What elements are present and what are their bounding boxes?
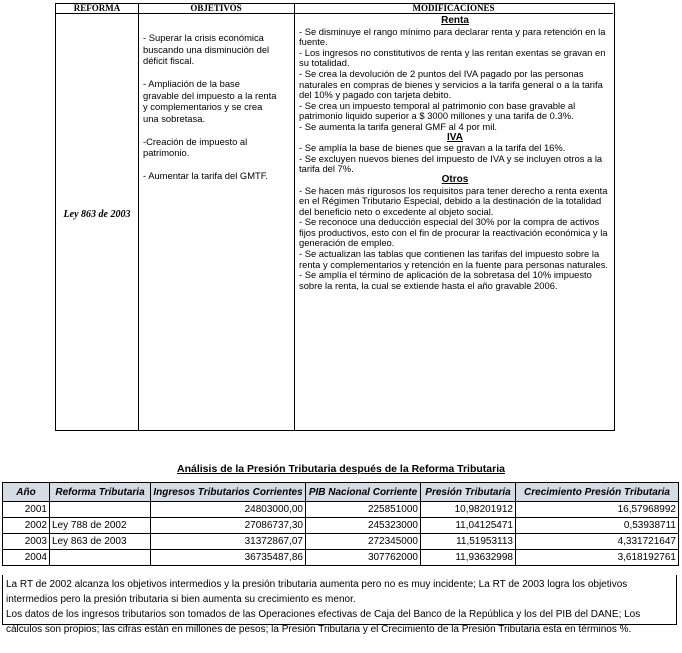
note-paragraph: Los datos de los ingresos tributarios son tomados de las Operaciones efectivas de Caja del Banco de la República y los del PIB del DANE; Los cálculos son propios; las cifras están en millones de pesos; la Presión Tributaria y el Crecimiento de la Presión Tributaria esta en términos %. [6, 609, 641, 635]
table-notes [2, 575, 677, 635]
cell-tax-pressure: 10,98201912 [421, 502, 516, 518]
table-row [3, 518, 679, 534]
cell-reform [50, 502, 151, 518]
cell-year: 2002 [3, 518, 50, 534]
column-header: Reforma Tributaria [50, 483, 151, 502]
modification-item: - Se crea la devolución de 2 puntos del IVA pagado por las personas naturales en compras de bienes y servicios a la tarifa general o a la tarifa del 10% y pagado con tarjeta debito. [299, 67, 603, 101]
section-title-renta: Renta [441, 15, 469, 26]
note-paragraph: La RT de 2002 alcanza los objetivos intermedios y la presión tributaria aumenta pero no es muy incidente; La RT de 2003 logra los objetivos intermedios pero la presión tributaria si bien aumenta su crecimiento es menor. [6, 579, 628, 605]
cell-year: 2003 [3, 534, 50, 550]
modification-item: - Se disminuye el rango mínimo para declarar renta y para retención en la fuente. [299, 25, 606, 48]
cell-tax-revenue: 24803000,00 [151, 502, 306, 518]
cell-growth: 16,57968992 [516, 502, 679, 518]
column-header: Presión Tributaria [421, 483, 516, 502]
objective-item: - Ampliación de la base gravable del impuesto a la renta y complementarios y se crea una sobretasa. [143, 78, 277, 124]
cell-reform: Ley 863 de 2003 [50, 534, 151, 550]
table-row [3, 502, 679, 518]
cell-growth: 4,331721647 [516, 534, 679, 550]
section-title-otros: Otros [441, 173, 469, 185]
analysis-table [2, 482, 679, 566]
section-title-iva: IVA [447, 131, 463, 143]
modification-item: - Se hacen más rigurosos los requisitos para tener derecho a renta exenta en el Régimen Tributario Especial, debido a la destinación de la totalidad del beneficio neto o excedente al objeto social. [299, 184, 608, 217]
cell-tax-revenue: 31372867,07 [151, 534, 306, 550]
cell-gdp: 272345000 [306, 534, 421, 550]
reform-name: Ley 863 de 2003 [63, 209, 131, 220]
table-header-row [3, 483, 679, 502]
cell-tax-pressure: 11,04125471 [421, 518, 516, 534]
column-header: Crecimiento Presión Tributaria [516, 483, 679, 502]
modification-item: - Se aumenta la tarifa general GMF al 4 por mil. [299, 120, 498, 132]
cell-gdp: 225851000 [306, 502, 421, 518]
modification-item: - Se amplía el término de aplicación de la sobretasa del 10% impuesto sobre la renta, la cual se extiende hasta el año gravable 2006. [299, 269, 592, 291]
column-header: PIB Nacional Corriente [306, 483, 421, 502]
modifications-list [299, 16, 611, 291]
cell-growth: 3,618192761 [516, 550, 679, 566]
table-row [3, 534, 679, 550]
cell-reform: Ley 788 de 2002 [50, 518, 151, 534]
header-modificaciones: MODIFICACIONES [294, 4, 613, 14]
column-divider [138, 4, 139, 430]
objective-item: -Creación de impuesto al patrimonio. [143, 135, 248, 158]
column-header: Año [3, 483, 50, 502]
cell-growth: 0,53938711 [516, 518, 679, 534]
cell-tax-revenue: 36735487,86 [151, 550, 306, 566]
cell-tax-revenue: 27086737,30 [151, 518, 306, 534]
cell-reform [50, 550, 151, 566]
objectives-list [143, 32, 277, 193]
cell-year: 2004 [3, 550, 50, 566]
modification-item: - Los ingresos no constitutivos de renta y las rentan exentas se gravan en su totalidad. [299, 46, 606, 69]
column-divider [294, 4, 295, 430]
cell-gdp: 307762000 [306, 550, 421, 566]
table-row [3, 550, 679, 566]
objective-item: - Aumentar la tarifa del GMTF. [143, 170, 269, 181]
modification-item: - Se crea un impuesto temporal al patrimonio con base gravable al patrimonio liquido superior a $ 3000 millones y una tarifa de 0.3%. [299, 99, 576, 122]
modification-item: - Se amplía la base de bienes que se gravan a la tarifa del 16%. [299, 142, 566, 154]
analysis-title: Análisis de la Presión Tributaria después de la Reforma Tributaria [177, 463, 505, 475]
cell-tax-pressure: 11,93632998 [421, 550, 516, 566]
column-header: Ingresos Tributarios Corrientes [151, 483, 306, 502]
cell-gdp: 245323000 [306, 518, 421, 534]
cell-tax-pressure: 11,51953113 [421, 534, 516, 550]
cell-year: 2001 [3, 502, 50, 518]
reform-table [55, 3, 615, 431]
modification-item: - Se reconoce una deducción especial del 30% por la compra de activos fijos productivos, esto con el fin de procurar la reactivación económica y la generación de empleo. [299, 216, 608, 249]
modification-item: - Se actualizan las tablas que contienen las tarifas del impuesto sobre la renta y complementarios y retención en la fuente para personas naturales. [299, 248, 609, 270]
modification-item: - Se excluyen nuevos bienes del impuesto de IVA y se incluyen otros a la tarifa del 7%. [299, 152, 603, 175]
header-objetivos: OBJETIVOS [138, 4, 294, 14]
objective-item: - Superar la crisis económica buscando una disminución del déficit fiscal. [143, 32, 270, 66]
header-reforma: REFORMA [56, 4, 138, 14]
